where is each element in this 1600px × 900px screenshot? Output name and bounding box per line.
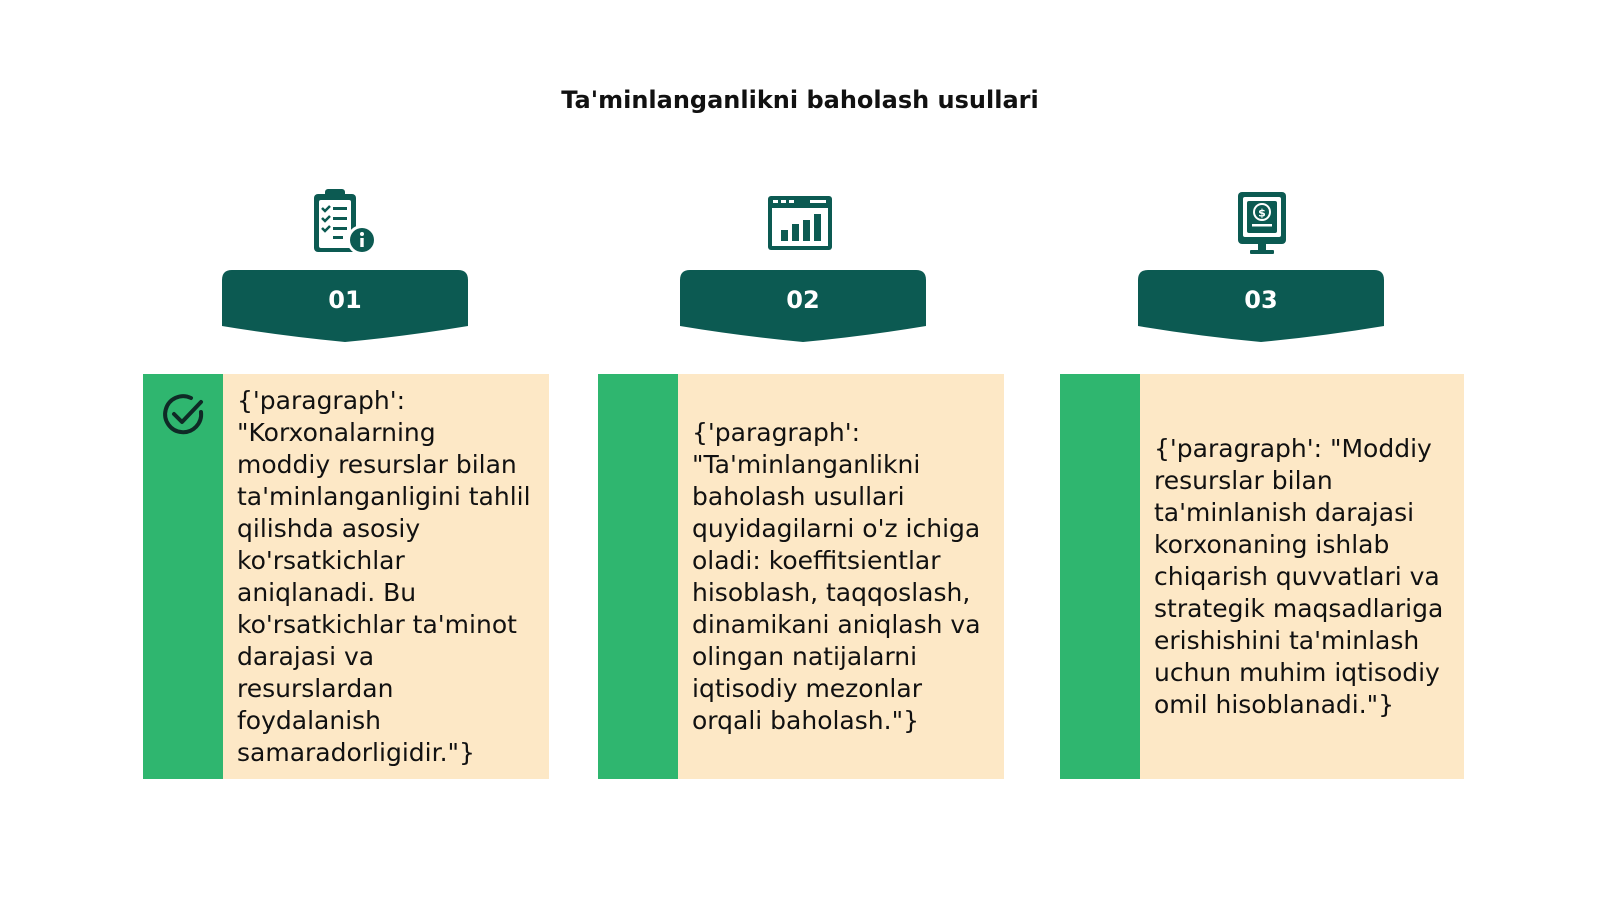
card-body [678, 374, 1004, 779]
check-circle-icon [161, 392, 207, 438]
card-paragraph: {'paragraph': "Ta'minlanganlikni baholash usullari quyidagilarni o'z ichiga oladi: koeffitsientlar hisoblash, taqqoslash, dinamikani aniqlash va olingan natijalarni iqtisodiy mezonlar orqali baholash."} [692, 417, 981, 735]
svg-text:$: $ [1258, 206, 1266, 220]
step-number: 02 [786, 286, 820, 314]
page-title: Ta'minlanganlikni baholash usullari [561, 86, 1039, 114]
card-accent-strip [1060, 374, 1140, 779]
info-card-02 [598, 374, 1004, 779]
card-paragraph: {'paragraph': "Korxonalarning moddiy resurslar bilan ta'minlanganligini tahlil qilishda asosiy ko'rsatkichlar aniqlanadi. Bu ko'rsatkichlar ta'minot darajasi va resurslardan foydalanish samaradorligidir."} [237, 385, 531, 767]
step-badge-01 [222, 270, 468, 346]
step-badge-02 [680, 270, 926, 346]
step-number: 03 [1244, 286, 1278, 314]
bar-chart-window-icon [764, 186, 836, 258]
info-card-01 [143, 374, 549, 779]
card-accent-strip [598, 374, 678, 779]
info-card-03 [1060, 374, 1464, 779]
clipboard-info-icon [308, 186, 380, 258]
dollar-monitor-icon [1226, 186, 1298, 258]
card-body [1140, 374, 1464, 779]
card-paragraph: {'paragraph': "Moddiy resurslar bilan ta'minlanish darajasi korxonaning ishlab chiqarish quvvatlari va strategik maqsadlariga erishishini ta'minlash uchun muhim iqtisodiy omil hisoblanadi."} [1154, 433, 1444, 719]
step-badge-03 [1138, 270, 1384, 346]
step-number: 01 [328, 286, 362, 314]
card-accent-strip [143, 374, 223, 779]
card-body [223, 374, 549, 779]
